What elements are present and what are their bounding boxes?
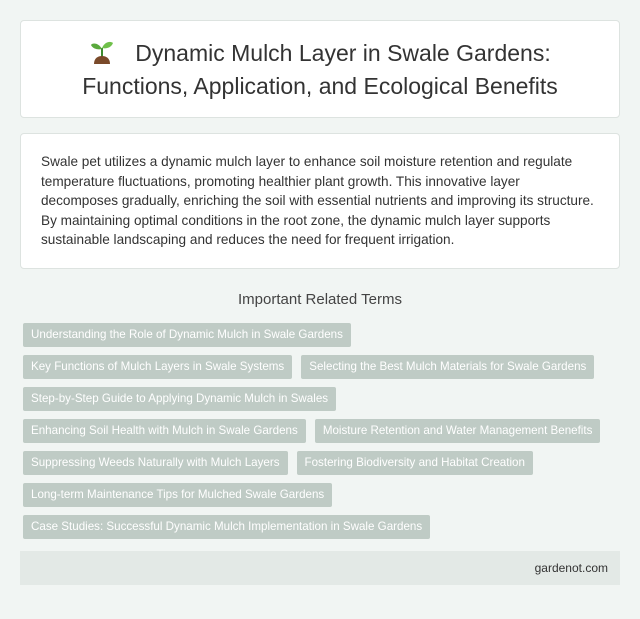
- footer: [20, 551, 620, 585]
- summary-card: [20, 133, 620, 269]
- related-terms-heading: Important Related Terms: [238, 291, 402, 308]
- related-term-tag[interactable]: Step-by-Step Guide to Applying Dynamic Mulch in Swales: [23, 387, 336, 411]
- title-card: [20, 20, 620, 118]
- footer-site-link[interactable]: gardenot.com: [534, 561, 608, 575]
- related-term-tag[interactable]: Key Functions of Mulch Layers in Swale Systems: [23, 355, 292, 379]
- related-terms-list: [20, 323, 620, 547]
- related-term-tag[interactable]: Suppressing Weeds Naturally with Mulch Layers: [23, 451, 288, 475]
- related-term-tag[interactable]: Understanding the Role of Dynamic Mulch in Swale Gardens: [23, 323, 351, 347]
- related-term-tag[interactable]: Long-term Maintenance Tips for Mulched Swale Gardens: [23, 483, 332, 507]
- related-term-tag[interactable]: Fostering Biodiversity and Habitat Creation: [297, 451, 533, 475]
- summary-text: Swale pet utilizes a dynamic mulch layer to enhance soil moisture retention and regulate temperature fluctuations, promoting healthier plant growth. This innovative layer decomposes gradually, enriching the soil with essential nutrients and improving its structure. By maintaining optimal conditions in the root zone, the dynamic mulch layer supports sustainable landscaping and reduces the need for frequent irrigation.: [41, 154, 594, 248]
- sprout-icon: [89, 38, 115, 71]
- related-term-tag[interactable]: Selecting the Best Mulch Materials for Swale Gardens: [301, 355, 594, 379]
- related-term-tag[interactable]: Moisture Retention and Water Management Benefits: [315, 419, 601, 443]
- related-term-tag[interactable]: Enhancing Soil Health with Mulch in Swale Gardens: [23, 419, 306, 443]
- related-term-tag[interactable]: Case Studies: Successful Dynamic Mulch Implementation in Swale Gardens: [23, 515, 430, 539]
- page-title-text: Dynamic Mulch Layer in Swale Gardens: Functions, Application, and Ecological Benefits: [82, 39, 558, 99]
- page-title: [51, 38, 589, 101]
